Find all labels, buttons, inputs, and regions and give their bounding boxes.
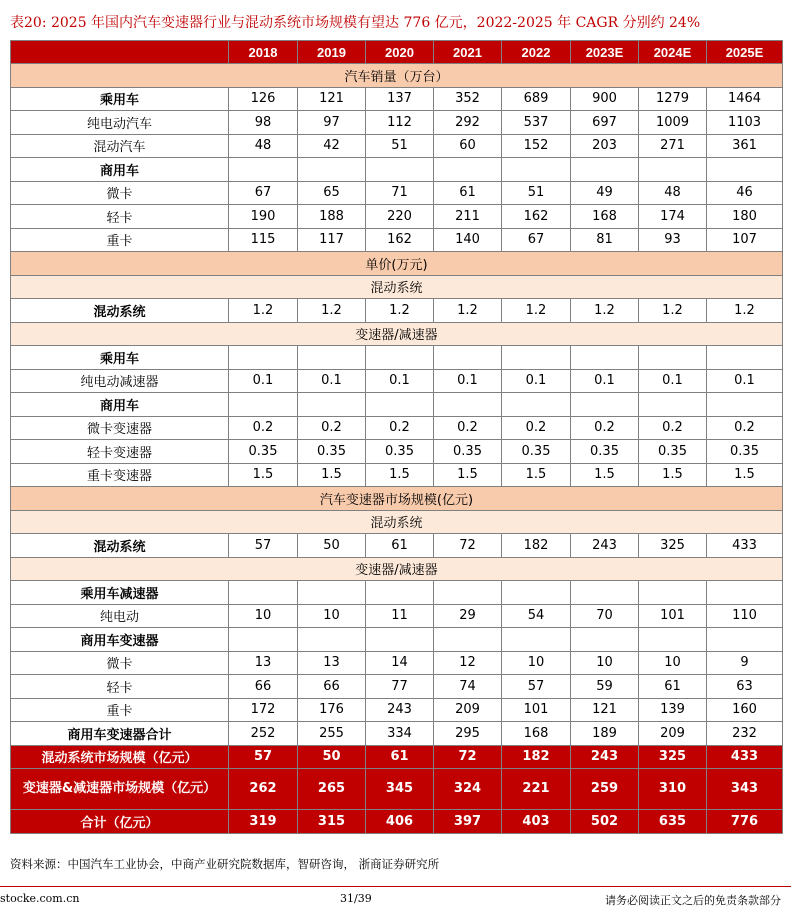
market-size-table <box>10 40 783 834</box>
value-cell <box>229 628 298 652</box>
table-title: 表20: 2025 年国内汽车变速器行业与混动系统市场规模有望达 776 亿元，2022-2025 年 CAGR 分别约 24% <box>10 15 701 31</box>
section-label: 汽车变速器市场规模(亿元) <box>11 487 783 511</box>
value-cell: 137 <box>366 87 434 111</box>
table-row <box>11 581 783 605</box>
value-cell: 57 <box>229 534 298 558</box>
row-label: 纯电动减速器 <box>11 369 229 393</box>
value-cell: 0.35 <box>298 440 366 464</box>
value-cell: 60 <box>434 134 502 158</box>
row-label: 轻卡 <box>11 205 229 229</box>
value-cell: 0.2 <box>639 416 707 440</box>
row-label: 混动汽车 <box>11 134 229 158</box>
row-label: 混动系统 <box>11 534 229 558</box>
value-cell: 180 <box>707 205 783 229</box>
value-cell: 0.1 <box>502 369 571 393</box>
row-label: 混动系统 <box>11 299 229 323</box>
row-label: 重卡 <box>11 698 229 722</box>
value-cell: 139 <box>639 698 707 722</box>
value-cell <box>434 628 502 652</box>
value-cell: 255 <box>298 722 366 746</box>
value-cell <box>298 581 366 605</box>
table-row <box>11 299 783 323</box>
value-cell: 689 <box>502 87 571 111</box>
table-row <box>11 158 783 182</box>
value-cell: 101 <box>639 604 707 628</box>
value-cell: 176 <box>298 698 366 722</box>
value-cell <box>639 581 707 605</box>
row-label: 纯电动 <box>11 604 229 628</box>
value-cell: 776 <box>707 810 783 834</box>
value-cell: 112 <box>366 111 434 135</box>
value-cell: 74 <box>434 675 502 699</box>
value-cell <box>571 158 639 182</box>
table-row <box>11 181 783 205</box>
footer-disclaimer: 请务必阅读正文之后的免责条款部分 <box>605 894 781 907</box>
value-cell: 168 <box>502 722 571 746</box>
value-cell: 0.35 <box>639 440 707 464</box>
value-cell: 220 <box>366 205 434 229</box>
subsection-header-row <box>11 275 783 299</box>
value-cell: 10 <box>502 651 571 675</box>
value-cell <box>434 346 502 370</box>
value-cell: 54 <box>502 604 571 628</box>
value-cell: 0.35 <box>707 440 783 464</box>
total-row <box>11 810 783 834</box>
value-cell: 325 <box>639 534 707 558</box>
value-cell: 1.5 <box>298 463 366 487</box>
value-cell: 1.2 <box>229 299 298 323</box>
row-label: 微卡变速器 <box>11 416 229 440</box>
value-cell <box>298 393 366 417</box>
value-cell: 271 <box>639 134 707 158</box>
value-cell: 61 <box>366 745 434 769</box>
table-body <box>11 64 783 834</box>
value-cell: 0.1 <box>366 369 434 393</box>
value-cell: 81 <box>571 228 639 252</box>
value-cell: 1.5 <box>434 463 502 487</box>
value-cell: 174 <box>639 205 707 229</box>
value-cell: 189 <box>571 722 639 746</box>
value-cell: 265 <box>298 769 366 810</box>
table-row <box>11 111 783 135</box>
value-cell: 29 <box>434 604 502 628</box>
value-cell: 71 <box>366 181 434 205</box>
value-cell: 433 <box>707 534 783 558</box>
value-cell: 70 <box>571 604 639 628</box>
value-cell <box>502 346 571 370</box>
value-cell: 0.2 <box>707 416 783 440</box>
value-cell: 61 <box>434 181 502 205</box>
value-cell: 10 <box>571 651 639 675</box>
value-cell: 51 <box>502 181 571 205</box>
value-cell: 162 <box>502 205 571 229</box>
value-cell: 13 <box>298 651 366 675</box>
value-cell: 57 <box>502 675 571 699</box>
value-cell: 65 <box>298 181 366 205</box>
table-row <box>11 651 783 675</box>
section-header-row <box>11 64 783 88</box>
value-cell: 13 <box>229 651 298 675</box>
row-label: 商用车 <box>11 158 229 182</box>
value-cell: 1.2 <box>298 299 366 323</box>
section-header-row <box>11 252 783 276</box>
value-cell: 352 <box>434 87 502 111</box>
value-cell: 310 <box>639 769 707 810</box>
value-cell: 50 <box>298 534 366 558</box>
section-label: 变速器/减速器 <box>11 322 783 346</box>
value-cell: 126 <box>229 87 298 111</box>
table-row <box>11 463 783 487</box>
value-cell: 232 <box>707 722 783 746</box>
value-cell <box>229 158 298 182</box>
value-cell: 406 <box>366 810 434 834</box>
value-cell: 0.2 <box>366 416 434 440</box>
value-cell: 182 <box>502 745 571 769</box>
subsection-header-row <box>11 510 783 534</box>
row-label: 乘用车 <box>11 346 229 370</box>
table-row <box>11 440 783 464</box>
value-cell: 1.2 <box>502 299 571 323</box>
value-cell: 48 <box>229 134 298 158</box>
value-cell: 50 <box>298 745 366 769</box>
value-cell <box>366 393 434 417</box>
header-cell-year: 2022 <box>502 41 571 64</box>
value-cell: 93 <box>639 228 707 252</box>
value-cell: 66 <box>298 675 366 699</box>
value-cell: 1.2 <box>434 299 502 323</box>
value-cell: 319 <box>229 810 298 834</box>
table-row <box>11 369 783 393</box>
value-cell: 107 <box>707 228 783 252</box>
row-label: 混动系统市场规模（亿元） <box>11 745 229 769</box>
table-row <box>11 346 783 370</box>
value-cell: 63 <box>707 675 783 699</box>
value-cell <box>639 346 707 370</box>
value-cell: 1.5 <box>571 463 639 487</box>
value-cell: 1103 <box>707 111 783 135</box>
value-cell: 295 <box>434 722 502 746</box>
section-label: 变速器/减速器 <box>11 557 783 581</box>
total-row <box>11 745 783 769</box>
value-cell: 101 <box>502 698 571 722</box>
value-cell: 1.2 <box>366 299 434 323</box>
value-cell: 243 <box>571 534 639 558</box>
table-row <box>11 416 783 440</box>
value-cell: 1.5 <box>366 463 434 487</box>
value-cell: 0.1 <box>571 369 639 393</box>
value-cell: 243 <box>571 745 639 769</box>
value-cell: 98 <box>229 111 298 135</box>
row-label: 合计（亿元） <box>11 810 229 834</box>
value-cell: 209 <box>434 698 502 722</box>
value-cell: 635 <box>639 810 707 834</box>
value-cell <box>571 346 639 370</box>
value-cell: 1.5 <box>229 463 298 487</box>
value-cell: 48 <box>639 181 707 205</box>
value-cell: 0.35 <box>229 440 298 464</box>
value-cell: 0.1 <box>639 369 707 393</box>
table-row <box>11 205 783 229</box>
row-label: 微卡 <box>11 181 229 205</box>
table-row <box>11 228 783 252</box>
header-cell-year: 2018 <box>229 41 298 64</box>
row-label: 商用车变速器 <box>11 628 229 652</box>
value-cell: 0.35 <box>502 440 571 464</box>
value-cell: 42 <box>298 134 366 158</box>
value-cell: 0.35 <box>434 440 502 464</box>
row-label: 轻卡变速器 <box>11 440 229 464</box>
header-cell-year: 2024E <box>639 41 707 64</box>
footer-website: stocke.com.cn <box>0 892 80 905</box>
subsection-header-row <box>11 557 783 581</box>
value-cell: 152 <box>502 134 571 158</box>
value-cell: 182 <box>502 534 571 558</box>
value-cell: 1.2 <box>571 299 639 323</box>
value-cell: 1279 <box>639 87 707 111</box>
value-cell: 1464 <box>707 87 783 111</box>
header-cell-year: 2020 <box>366 41 434 64</box>
value-cell <box>502 393 571 417</box>
value-cell: 0.35 <box>366 440 434 464</box>
value-cell <box>229 346 298 370</box>
value-cell: 12 <box>434 651 502 675</box>
value-cell: 0.2 <box>434 416 502 440</box>
value-cell: 1.5 <box>707 463 783 487</box>
value-cell: 59 <box>571 675 639 699</box>
value-cell <box>639 393 707 417</box>
value-cell: 0.1 <box>298 369 366 393</box>
value-cell <box>434 158 502 182</box>
value-cell <box>502 581 571 605</box>
value-cell: 0.2 <box>298 416 366 440</box>
value-cell: 57 <box>229 745 298 769</box>
value-cell: 0.1 <box>434 369 502 393</box>
row-label: 轻卡 <box>11 675 229 699</box>
value-cell <box>434 393 502 417</box>
table-row <box>11 534 783 558</box>
value-cell <box>229 581 298 605</box>
value-cell: 203 <box>571 134 639 158</box>
value-cell: 252 <box>229 722 298 746</box>
section-label: 混动系统 <box>11 275 783 299</box>
value-cell: 1.2 <box>707 299 783 323</box>
total-row <box>11 769 783 810</box>
value-cell <box>571 628 639 652</box>
value-cell: 121 <box>571 698 639 722</box>
value-cell: 1009 <box>639 111 707 135</box>
value-cell: 0.2 <box>229 416 298 440</box>
row-label: 微卡 <box>11 651 229 675</box>
value-cell: 397 <box>434 810 502 834</box>
row-label: 变速器&减速器市场规模（亿元） <box>11 769 229 810</box>
value-cell: 162 <box>366 228 434 252</box>
row-label: 乘用车减速器 <box>11 581 229 605</box>
value-cell: 0.35 <box>571 440 639 464</box>
table-row <box>11 722 783 746</box>
subsection-header-row <box>11 322 783 346</box>
section-label: 混动系统 <box>11 510 783 534</box>
section-header-row <box>11 487 783 511</box>
value-cell <box>366 158 434 182</box>
value-cell: 209 <box>639 722 707 746</box>
value-cell <box>366 581 434 605</box>
header-cell-label <box>11 41 229 64</box>
table-row <box>11 628 783 652</box>
value-cell: 403 <box>502 810 571 834</box>
value-cell: 72 <box>434 534 502 558</box>
value-cell: 243 <box>366 698 434 722</box>
value-cell: 172 <box>229 698 298 722</box>
value-cell: 0.1 <box>707 369 783 393</box>
value-cell <box>298 158 366 182</box>
value-cell: 115 <box>229 228 298 252</box>
value-cell: 334 <box>366 722 434 746</box>
value-cell: 10 <box>298 604 366 628</box>
row-label: 商用车 <box>11 393 229 417</box>
row-label: 重卡变速器 <box>11 463 229 487</box>
value-cell: 537 <box>502 111 571 135</box>
section-label: 单价(万元) <box>11 252 783 276</box>
value-cell: 188 <box>298 205 366 229</box>
value-cell: 66 <box>229 675 298 699</box>
value-cell <box>707 346 783 370</box>
value-cell: 10 <box>639 651 707 675</box>
value-cell: 61 <box>366 534 434 558</box>
value-cell <box>366 346 434 370</box>
value-cell: 433 <box>707 745 783 769</box>
table-row <box>11 604 783 628</box>
value-cell <box>298 628 366 652</box>
value-cell <box>502 628 571 652</box>
value-cell: 121 <box>298 87 366 111</box>
value-cell: 343 <box>707 769 783 810</box>
value-cell: 345 <box>366 769 434 810</box>
value-cell <box>434 581 502 605</box>
header-row <box>11 41 783 64</box>
value-cell <box>707 628 783 652</box>
value-cell: 14 <box>366 651 434 675</box>
value-cell: 1.2 <box>639 299 707 323</box>
value-cell <box>707 581 783 605</box>
value-cell: 51 <box>366 134 434 158</box>
value-cell: 110 <box>707 604 783 628</box>
section-label: 汽车销量（万台） <box>11 64 783 88</box>
value-cell: 325 <box>639 745 707 769</box>
value-cell: 262 <box>229 769 298 810</box>
footer-page-number: 31/39 <box>340 892 372 905</box>
value-cell: 259 <box>571 769 639 810</box>
value-cell: 11 <box>366 604 434 628</box>
table-row <box>11 393 783 417</box>
table-row <box>11 675 783 699</box>
header-cell-year: 2023E <box>571 41 639 64</box>
row-label: 乘用车 <box>11 87 229 111</box>
value-cell: 0.2 <box>502 416 571 440</box>
value-cell: 211 <box>434 205 502 229</box>
value-cell: 1.5 <box>639 463 707 487</box>
row-label: 商用车变速器合计 <box>11 722 229 746</box>
footer-divider <box>0 886 791 887</box>
table-row <box>11 87 783 111</box>
value-cell <box>707 158 783 182</box>
value-cell: 67 <box>502 228 571 252</box>
source-note: 资料来源：中国汽车工业协会，中商产业研究院数据库，智研咨询， 浙商证券研究所 <box>10 857 440 871</box>
value-cell: 697 <box>571 111 639 135</box>
value-cell: 168 <box>571 205 639 229</box>
value-cell: 221 <box>502 769 571 810</box>
value-cell: 77 <box>366 675 434 699</box>
value-cell: 324 <box>434 769 502 810</box>
value-cell: 900 <box>571 87 639 111</box>
value-cell: 1.5 <box>502 463 571 487</box>
row-label: 纯电动汽车 <box>11 111 229 135</box>
value-cell: 0.1 <box>229 369 298 393</box>
value-cell: 160 <box>707 698 783 722</box>
value-cell: 46 <box>707 181 783 205</box>
value-cell <box>366 628 434 652</box>
value-cell: 361 <box>707 134 783 158</box>
value-cell: 117 <box>298 228 366 252</box>
value-cell <box>639 158 707 182</box>
value-cell: 97 <box>298 111 366 135</box>
value-cell: 140 <box>434 228 502 252</box>
header-cell-year: 2019 <box>298 41 366 64</box>
header-cell-year: 2021 <box>434 41 502 64</box>
table-row <box>11 134 783 158</box>
value-cell: 0.2 <box>571 416 639 440</box>
value-cell <box>707 393 783 417</box>
value-cell: 9 <box>707 651 783 675</box>
table-row <box>11 698 783 722</box>
value-cell: 67 <box>229 181 298 205</box>
value-cell: 72 <box>434 745 502 769</box>
value-cell <box>571 581 639 605</box>
value-cell <box>502 158 571 182</box>
header-cell-year: 2025E <box>707 41 783 64</box>
value-cell: 292 <box>434 111 502 135</box>
value-cell: 315 <box>298 810 366 834</box>
row-label: 重卡 <box>11 228 229 252</box>
value-cell <box>571 393 639 417</box>
value-cell <box>639 628 707 652</box>
value-cell <box>229 393 298 417</box>
value-cell: 61 <box>639 675 707 699</box>
value-cell: 49 <box>571 181 639 205</box>
value-cell: 190 <box>229 205 298 229</box>
value-cell: 502 <box>571 810 639 834</box>
value-cell <box>298 346 366 370</box>
value-cell: 10 <box>229 604 298 628</box>
